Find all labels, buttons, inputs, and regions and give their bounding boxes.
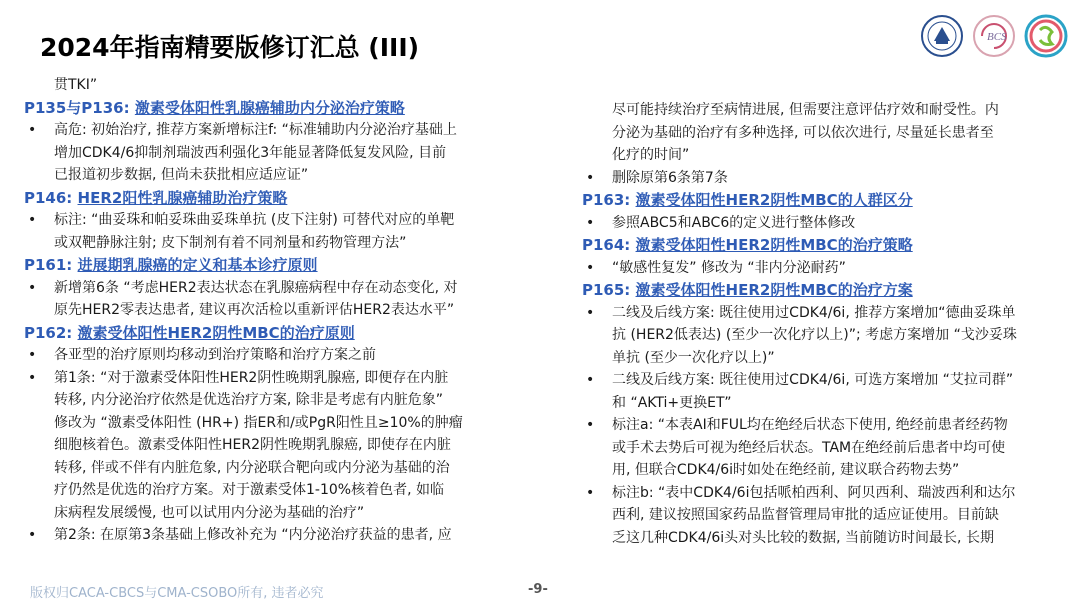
item-text-line: 细胞核着色。激素受体阳性HER2阴性晚期乳腺癌, 即使存在内脏	[54, 437, 451, 453]
hospital-seal-icon	[920, 14, 964, 58]
item-text-line: 标注: “曲妥珠和帕妥珠曲妥珠单抗 (皮下注射) 可替代对应的单靶	[54, 212, 455, 228]
left-sections	[24, 97, 514, 547]
page-number: -9-	[528, 582, 548, 597]
bullet-item	[24, 524, 514, 547]
left-column	[24, 74, 514, 547]
item-text-line: 新增第6条 “考虑HER2表达状态在乳腺癌病程中存在动态变化, 对	[54, 279, 458, 296]
bullet-icon: •	[586, 484, 595, 501]
bullet-icon: •	[28, 279, 37, 296]
item-text-line: “敏感性复发” 修改为 “非内分泌耐药”	[612, 259, 846, 276]
right-column	[582, 99, 1062, 549]
section-title: 激素受体阳性HER2阴性MBC的治疗方案	[635, 281, 913, 299]
section-title: HER2阳性乳腺癌辅助治疗策略	[77, 188, 288, 207]
right-lead-line: 尽可能持续治疗至病情进展, 但需要注意评估疗效和耐受性。内	[612, 102, 999, 118]
item-text-line: 二线及后线方案: 既往使用过CDK4/6i, 推荐方案增加“德曲妥珠单	[612, 304, 1016, 321]
item-text-line: 和 “AKTi+更换ET”	[612, 394, 732, 411]
bullet-icon: •	[586, 304, 595, 321]
svg-text:BCS: BCS	[987, 31, 1007, 43]
bullet-icon: •	[28, 527, 37, 543]
bullet-item	[582, 414, 1062, 482]
bullet-icon: •	[28, 122, 37, 138]
section-page-ref: P164:	[582, 236, 636, 254]
section-page-ref: P135与P136:	[24, 98, 135, 117]
right-lead	[582, 99, 1062, 167]
right-lead-items	[582, 167, 1062, 190]
section-title: 激素受体阳性HER2阴性MBC的人群区分	[635, 191, 913, 209]
section-title: 激素受体阳性HER2阴性MBC的治疗原则	[77, 323, 355, 342]
bullet-item	[24, 209, 514, 254]
section-title: 激素受体阳性HER2阴性MBC的治疗策略	[635, 236, 913, 254]
section-title: 进展期乳腺癌的定义和基本诊疗原则	[77, 256, 318, 274]
section-page-ref: P163:	[582, 191, 636, 209]
item-text-line: 修改为 “激素受体阳性 (HR+) 指ER和/或PgR阳性且≥10%的肿瘤	[54, 414, 463, 431]
item-text-line: 第2条: 在原第3条基础上修改补充为 “内分泌治疗获益的患者, 应	[54, 527, 452, 543]
section-page-ref: P161:	[24, 256, 78, 274]
section-page-ref: P162:	[24, 323, 78, 342]
bullet-item	[24, 344, 514, 367]
item-text-line: 乏这几种CDK4/6i头对头比较的数据, 当前随访时间最长, 长期	[612, 529, 994, 546]
section-heading	[24, 97, 514, 120]
item-text-line: 疗仍然是优选的治疗方案。对于激素受体1-10%核着色者, 如临	[54, 482, 444, 498]
bullet-icon: •	[28, 212, 37, 228]
bullet-item	[24, 119, 514, 187]
section-heading	[582, 279, 1062, 302]
bullet-icon: •	[586, 169, 595, 186]
bullet-item	[582, 212, 1062, 235]
bullet-item	[24, 367, 514, 525]
section-heading	[24, 187, 514, 210]
section-heading	[24, 322, 514, 345]
right-lead-line: 分泌为基础的治疗有多种选择, 可以依次进行, 尽量延长患者至	[612, 124, 994, 141]
item-text-line: 原先HER2零表达患者, 建议再次活检以重新评估HER2表达水平”	[54, 302, 455, 318]
right-lead-line: 化疗的时间”	[612, 147, 690, 163]
left-lead-text: 贯TKI”	[54, 77, 98, 93]
section-page-ref: P146:	[24, 188, 78, 207]
item-text-line: 第1条: “对于激素受体阳性HER2阴性晚期乳腺癌, 即便存在内脏	[54, 369, 449, 386]
item-text-line: 转移, 伴或不伴有内脏危象, 内分泌联合靶向或内分泌为基础的治	[54, 459, 450, 476]
bullet-item	[582, 257, 1062, 280]
bullet-item	[582, 167, 1062, 190]
item-text-line: 标注b: “表中CDK4/6i包括哌柏西利、阿贝西利、瑞波西利和达尔	[612, 484, 1016, 501]
item-text-line: 或双靶静脉注射; 皮下制剂有着不同剂量和药物管理方法”	[54, 234, 407, 251]
bullet-icon: •	[586, 417, 595, 433]
bullet-item	[582, 302, 1062, 370]
bullet-icon: •	[586, 259, 595, 276]
item-text-line: 各亚型的治疗原则均移动到治疗策略和治疗方案之前	[54, 347, 376, 363]
item-text-line: 二线及后线方案: 既往使用过CDK4/6i, 可选方案增加 “艾拉司群”	[612, 372, 1014, 388]
section-page-ref: P165:	[582, 281, 636, 299]
page-title: 2024年指南精要版修订汇总 (III)	[40, 33, 420, 62]
bullet-item	[24, 277, 514, 322]
section-heading	[582, 234, 1062, 257]
bullet-icon: •	[28, 347, 37, 363]
bullet-item	[582, 369, 1062, 414]
bullet-item	[582, 482, 1062, 550]
item-text-line: 单抗 (至少一次化疗以上)”	[612, 349, 775, 366]
item-text-line: 用, 但联合CDK4/6i时如处在绝经前, 建议联合药物去势”	[612, 462, 960, 478]
item-text-line: 转移, 内分泌治疗依然是优选治疗方案, 除非是考虑有内脏危象”	[54, 392, 444, 408]
item-text-line: 增加CDK4/6抑制剂瑞波西利强化3年能显著降低复发风险, 目前	[54, 144, 447, 161]
item-text-line: 高危: 初始治疗, 推荐方案新增标注f: “标准辅助内分泌治疗基础上	[54, 122, 457, 138]
bullet-icon: •	[586, 372, 595, 388]
item-text-line: 已报道初步数据, 但尚未获批相应适应证”	[54, 167, 309, 183]
logo-bar	[920, 14, 1068, 58]
item-text-line: 标注a: “本表AI和FUL均在绝经后状态下使用, 绝经前患者经药物	[612, 417, 1008, 433]
bullet-icon: •	[28, 369, 37, 386]
csobo-logo-icon	[1024, 14, 1068, 58]
item-text-line: 删除原第6条第7条	[612, 169, 728, 186]
section-title: 激素受体阳性乳腺癌辅助内分泌治疗策略	[134, 98, 405, 117]
item-text-line: 参照ABC5和ABC6的定义进行整体修改	[612, 214, 856, 231]
item-text-line: 或手术去势后可视为绝经后状态。TAM在绝经前后患者中均可使	[612, 439, 1006, 456]
copyright-footer: 版权归CACA-CBCS与CMA-CSOBO所有, 违者必究	[30, 586, 324, 601]
item-text-line: 西利, 建议按照国家药品监督管理局审批的适应证使用。目前缺	[612, 507, 999, 523]
item-text-line: 床病程发展缓慢, 也可以试用内分泌为基础的治疗”	[54, 504, 365, 521]
section-heading	[582, 189, 1062, 212]
bullet-icon: •	[586, 214, 595, 231]
right-sections	[582, 189, 1062, 549]
bcs-logo-icon	[972, 14, 1016, 58]
item-text-line: 抗 (HER2低表达) (至少一次化疗以上)”; 考虑方案增加 “戈沙妥珠	[612, 327, 1017, 343]
section-heading	[24, 254, 514, 277]
